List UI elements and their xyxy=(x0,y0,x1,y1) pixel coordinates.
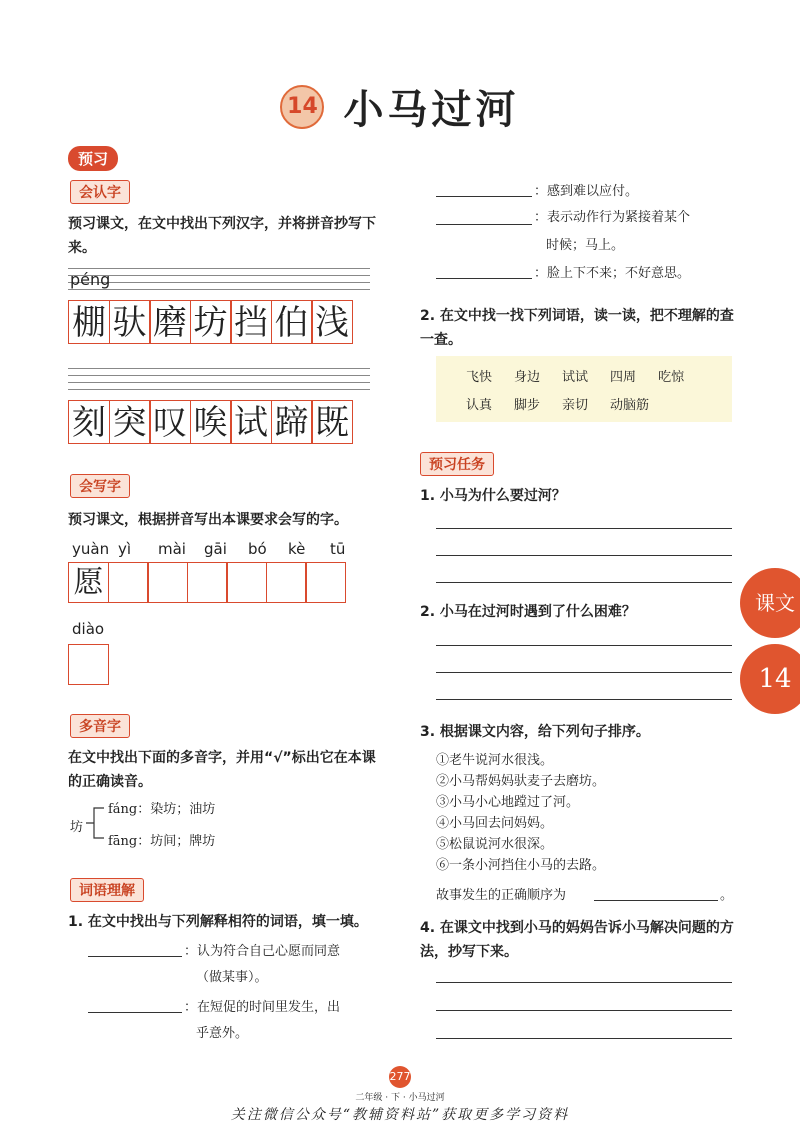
answer-blank[interactable] xyxy=(436,196,532,197)
side-tab-number: 14 xyxy=(740,644,800,714)
task-question-4: 4. 在课文中找到小马的妈妈告诉小马解决问题的方法，抄写下来。 xyxy=(420,920,734,960)
write-cell[interactable] xyxy=(305,562,346,603)
task-question-3: 3. 根据课文内容，给下列句子排序。 xyxy=(420,724,650,740)
word: 动脑筋 xyxy=(610,398,650,413)
side-tab-label: 课文 xyxy=(740,568,800,638)
char-cell: 伯 xyxy=(271,300,313,344)
word: 吃惊 xyxy=(658,370,685,385)
answer-line[interactable] xyxy=(436,528,732,529)
write-cell[interactable] xyxy=(108,562,149,603)
char-cell: 驮 xyxy=(109,300,151,344)
definition: ：感到难以应付。 xyxy=(534,184,639,199)
answer-line[interactable] xyxy=(436,672,732,673)
polyphone-char: 坊 xyxy=(70,820,84,835)
sentence-item: ①老牛说河水很浅。 xyxy=(436,753,554,768)
word: 飞快 xyxy=(466,370,493,385)
sentence-item: ⑥一条小河挡住小马的去路。 xyxy=(436,858,606,873)
footer-notice: 关注微信公众号“教辅资料站”获取更多学习资料 xyxy=(230,1107,570,1123)
pinyin-lines-2 xyxy=(68,362,370,390)
section-tag-polyphone: 多音字 xyxy=(70,714,130,738)
char-cell: 突 xyxy=(109,400,151,444)
task-question-2: 2. 小马在过河时遇到了什么困难？ xyxy=(420,604,636,620)
section-tag-vocab: 词语理解 xyxy=(70,878,144,902)
definition: 时候；马上。 xyxy=(546,238,625,253)
answer-line[interactable] xyxy=(436,582,732,583)
polyphone-option-1[interactable]: fáng：染坊；油坊 xyxy=(108,802,216,817)
pinyin: yì xyxy=(118,540,132,558)
write-cell[interactable] xyxy=(266,562,307,603)
order-answer-blank[interactable] xyxy=(594,900,718,901)
task-question-1: 1. 小马为什么要过河？ xyxy=(420,488,566,504)
word: 认真 xyxy=(466,398,493,413)
answer-line[interactable] xyxy=(436,1010,732,1011)
char-cell: 蹄 xyxy=(271,400,313,444)
sentence-item: ④小马回去问妈妈。 xyxy=(436,816,554,831)
recognize-row-1 xyxy=(68,300,353,344)
char-cell: 刻 xyxy=(68,400,110,444)
char-cell: 浅 xyxy=(311,300,353,344)
definition: 乎意外。 xyxy=(196,1026,249,1041)
section-tag-task: 预习任务 xyxy=(420,452,494,476)
vocab-question-1: 1. 在文中找出与下列解释相符的词语，填一填。 xyxy=(68,914,368,930)
char-cell: 试 xyxy=(230,400,272,444)
order-end: 。 xyxy=(720,888,734,903)
word-box xyxy=(436,356,732,422)
pinyin: bó xyxy=(248,540,267,558)
write-cell[interactable] xyxy=(68,644,109,685)
answer-line[interactable] xyxy=(436,699,732,700)
pinyin: tū xyxy=(330,540,346,558)
answer-line[interactable] xyxy=(436,982,732,983)
pinyin: kè xyxy=(288,540,306,558)
recognize-row-2 xyxy=(68,400,353,444)
word-row-1 xyxy=(466,366,684,385)
answer-line[interactable] xyxy=(436,645,732,646)
sentence-list xyxy=(436,750,605,876)
write-grid-row xyxy=(68,562,346,603)
page-title-area xyxy=(0,78,800,135)
definition: ：在短促的时间里发生，出 xyxy=(184,1000,341,1015)
section-tag-recognize: 会认字 xyxy=(70,180,130,204)
preview-label: 预习 xyxy=(68,146,118,171)
write-instruction: 预习课文，根据拼音写出本课要求会写的字。 xyxy=(68,512,348,528)
word: 试试 xyxy=(562,370,589,385)
char-cell: 唉 xyxy=(190,400,232,444)
pinyin-lines-1 xyxy=(68,262,370,290)
sentence-item: ⑤松鼠说河水很深。 xyxy=(436,837,554,852)
recognize-instruction: 预习课文，在文中找出下列汉字，并将拼音抄写下来。 xyxy=(68,216,376,256)
polyphone-option-2[interactable]: fāng：坊间；牌坊 xyxy=(108,834,216,849)
answer-blank[interactable] xyxy=(436,224,532,225)
page-title: 小马过河 xyxy=(343,86,520,133)
lesson-number-badge: 14 xyxy=(280,85,324,129)
definition: ：认为符合自己心愿而同意 xyxy=(184,944,341,959)
write-cell[interactable] xyxy=(226,562,267,603)
footer-course-line: 二年级 · 下 · 小马过河 xyxy=(355,1093,445,1103)
word: 亲切 xyxy=(562,398,589,413)
sample-pinyin: péng xyxy=(70,270,111,289)
pinyin: yuàn xyxy=(72,540,110,558)
pinyin: mài xyxy=(158,540,186,558)
pinyin: diào xyxy=(72,620,105,638)
word-row-2 xyxy=(466,394,649,413)
write-cell[interactable]: 愿 xyxy=(68,562,109,603)
vocab-question-2: 2. 在文中找一找下列词语，读一读，把不理解的查一查。 xyxy=(420,308,734,348)
char-cell: 坊 xyxy=(190,300,232,344)
char-cell: 既 xyxy=(311,400,353,444)
definition: ：脸上下不来；不好意思。 xyxy=(534,266,691,281)
word: 脚步 xyxy=(514,398,541,413)
char-cell: 棚 xyxy=(68,300,110,344)
answer-blank[interactable] xyxy=(88,1012,182,1013)
write-cell[interactable] xyxy=(147,562,188,603)
polyphone-instruction: 在文中找出下面的多音字，并用“√”标出它在本课的正确读音。 xyxy=(68,750,376,790)
write-grid-row-2 xyxy=(68,644,109,685)
char-cell: 挡 xyxy=(230,300,272,344)
write-cell[interactable] xyxy=(187,562,228,603)
word: 身边 xyxy=(514,370,541,385)
definition: ：表示动作行为紧接着某个 xyxy=(534,210,691,225)
answer-blank[interactable] xyxy=(88,956,182,957)
char-cell: 磨 xyxy=(149,300,191,344)
sentence-item: ②小马帮妈妈驮麦子去磨坊。 xyxy=(436,774,606,789)
order-label: 故事发生的正确顺序为 xyxy=(436,888,567,903)
answer-line[interactable] xyxy=(436,555,732,556)
section-tag-write: 会写字 xyxy=(70,474,130,498)
sentence-item: ③小马小心地蹚过了河。 xyxy=(436,795,580,810)
definition: （做某事）。 xyxy=(196,970,268,985)
pinyin: gāi xyxy=(204,540,227,558)
write-pinyin-row xyxy=(72,540,372,558)
answer-blank[interactable] xyxy=(436,278,532,279)
answer-line[interactable] xyxy=(436,1038,732,1039)
page-number: 277 xyxy=(389,1066,411,1088)
char-cell: 叹 xyxy=(149,400,191,444)
brace-icon xyxy=(84,802,106,844)
word: 四周 xyxy=(610,370,637,385)
